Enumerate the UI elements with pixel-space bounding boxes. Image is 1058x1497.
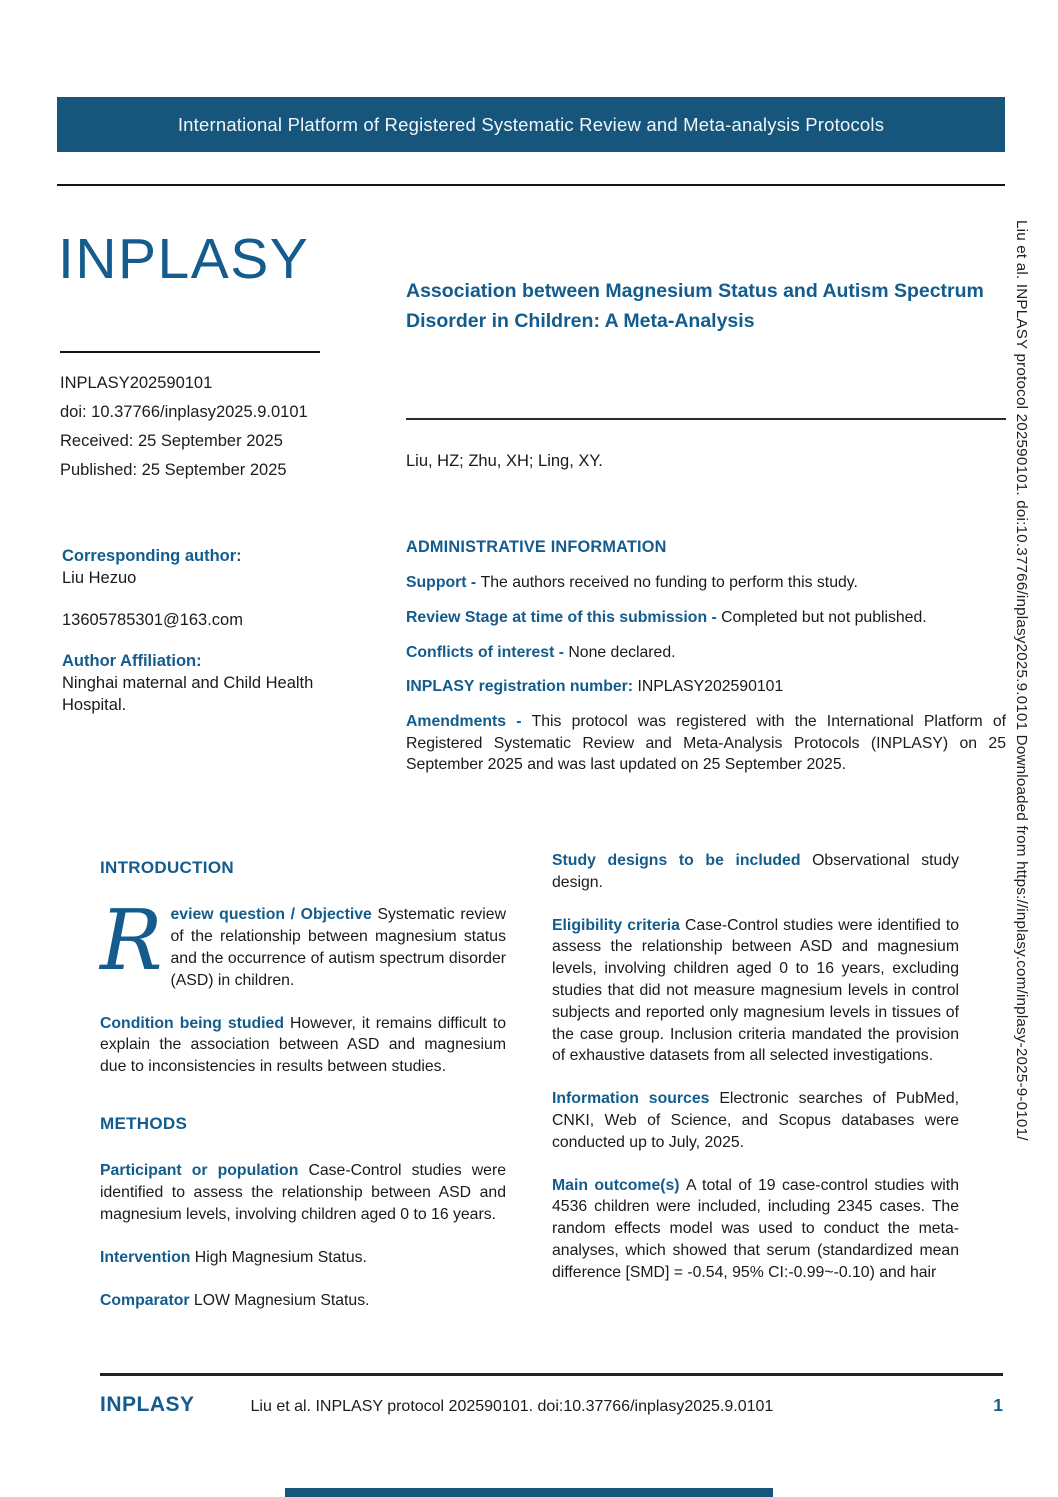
doi: doi: 10.37766/inplasy2025.9.0101 bbox=[60, 403, 308, 421]
comparator-paragraph bbox=[100, 1290, 506, 1312]
spacer bbox=[62, 590, 382, 610]
condition-paragraph bbox=[100, 1013, 506, 1078]
study-designs-label: Study designs to be included bbox=[552, 852, 813, 869]
amendments-label: Amendments - bbox=[406, 712, 532, 730]
corresponding-author-name: Liu Hezuo bbox=[62, 568, 137, 587]
review-objective-paragraph bbox=[100, 892, 506, 991]
footer-citation: Liu et al. INPLASY protocol 202590101. doi:10.37766/inplasy2025.9.0101 bbox=[250, 1398, 774, 1415]
spacer bbox=[62, 631, 382, 651]
drop-cap: R bbox=[100, 892, 163, 990]
bottom-accent-bar bbox=[285, 1488, 773, 1497]
eligibility-label: Eligibility criteria bbox=[552, 916, 686, 934]
main-outcomes-paragraph bbox=[552, 1175, 959, 1284]
condition-label: Condition being studied bbox=[100, 1014, 290, 1032]
review-stage-label: Review Stage at time of this submission - bbox=[406, 608, 722, 626]
corresponding-author-label: Corresponding author: bbox=[62, 547, 242, 565]
registration-number-label: INPLASY registration number: bbox=[406, 678, 638, 696]
logo-divider bbox=[60, 351, 320, 353]
participant-label: Participant or population bbox=[100, 1162, 309, 1180]
support-text: The authors received no funding to perform this study. bbox=[480, 574, 858, 592]
introduction-heading: INTRODUCTION bbox=[100, 858, 234, 877]
affiliation-text: Ninghai maternal and Child Health Hospital. bbox=[62, 674, 314, 714]
review-stage-text: Completed but not published. bbox=[721, 608, 927, 626]
conflicts-text: None declared. bbox=[568, 643, 676, 661]
registration-number-item bbox=[406, 676, 1006, 698]
admin-heading: ADMINISTRATIVE INFORMATION bbox=[406, 538, 667, 556]
condition-text: However, it remains difficult to explain the association between ASD and magnesium due to inconsistencies in results between studies. bbox=[100, 1014, 506, 1076]
participant-paragraph bbox=[100, 1160, 506, 1225]
main-outcomes-label: Main outcome(s) bbox=[552, 1176, 686, 1194]
footer-divider bbox=[100, 1373, 1003, 1376]
information-sources-paragraph bbox=[552, 1088, 959, 1153]
corresponding-author-block bbox=[62, 546, 382, 717]
eligibility-paragraph bbox=[552, 915, 959, 1068]
review-objective-text: Systematic review of the relationship between magnesium status and the occurrence of autism spectrum disorder (ASD) in children. bbox=[170, 906, 506, 989]
information-sources-text: Electronic searches of PubMed, CNKI, Web of Science, and Scopus databases were conducted up to July, 2025. bbox=[552, 1090, 959, 1151]
vertical-citation: Liu et al. INPLASY protocol 202590101. doi:10.37766/inplasy2025.9.0101 Downloaded from https://inplasy.com/inplasy-2025-9-0101/ bbox=[1013, 220, 1030, 1141]
registration-meta bbox=[60, 374, 308, 490]
inplasy-logo: INPLASY bbox=[58, 227, 310, 291]
intervention-paragraph bbox=[100, 1247, 506, 1269]
main-outcomes-text: A total of 19 case-control studies with 4536 children were included, including 2345 cases. The random effects model was used to conduct the meta-analyses, which showed that serum (standardized mean difference [SMD] = -0.54, 95% CI:-0.99~-0.10) and hair bbox=[552, 1176, 959, 1281]
authors-line: Liu, HZ; Zhu, XH; Ling, XY. bbox=[406, 452, 603, 470]
body-left-column bbox=[100, 856, 506, 1332]
participant-text: Case-Control studies were identified to assess the relationship between ASD and magnesium levels, involving children aged 0 to 16 years. bbox=[100, 1162, 506, 1224]
header-divider bbox=[57, 184, 1005, 186]
affiliation-label: Author Affiliation: bbox=[62, 652, 202, 671]
review-objective-label: eview question / Objective bbox=[170, 906, 378, 924]
top-banner bbox=[57, 97, 1005, 152]
study-designs-paragraph bbox=[552, 850, 959, 894]
study-designs-text: Observational study design. bbox=[552, 852, 959, 891]
received-date: Received: 25 September 2025 bbox=[60, 432, 283, 450]
intervention-label: Intervention bbox=[100, 1248, 195, 1266]
review-stage-item bbox=[406, 607, 1006, 629]
footer-logo: INPLASY bbox=[100, 1393, 195, 1416]
corresponding-author-email: 13605785301@163.com bbox=[62, 610, 243, 629]
authors-divider bbox=[406, 418, 1006, 420]
registration-number-text: INPLASY202590101 bbox=[637, 678, 784, 696]
conflicts-item bbox=[406, 642, 1006, 664]
registration-id: INPLASY202590101 bbox=[60, 374, 213, 392]
comparator-label: Comparator bbox=[100, 1291, 194, 1309]
amendments-item bbox=[406, 711, 1006, 776]
published-date: Published: 25 September 2025 bbox=[60, 461, 287, 479]
paper-title: Association between Magnesium Status and Autism Spectrum Disorder in Children: A Meta-Analysis bbox=[406, 280, 984, 333]
comparator-text: LOW Magnesium Status. bbox=[193, 1291, 370, 1309]
support-label: Support - bbox=[406, 574, 481, 592]
page-footer bbox=[100, 1393, 1003, 1417]
body-right-column bbox=[552, 850, 959, 1305]
top-banner-text: International Platform of Registered Systematic Review and Meta-analysis Protocols bbox=[177, 113, 885, 135]
amendments-text: This protocol was registered with the International Platform of Registered Systematic Review and Meta-Analysis Protocols (INPLASY) on 25 September 2025 and was last updated on 25 September 2025. bbox=[406, 712, 1006, 774]
information-sources-label: Information sources bbox=[552, 1090, 720, 1108]
intervention-text: High Magnesium Status. bbox=[194, 1248, 367, 1266]
eligibility-text: Case-Control studies were identified to assess the relationship between ASD and magnesium levels, involving children aged 0 to 16 years, excluding studies that did not measure magnesium levels in control subjects and reported only magnesium levels in tissues of the case group. Inclusion criteria mandated the provision of exhaustive datasets from all selected investigations. bbox=[552, 916, 959, 1065]
page-number: 1 bbox=[993, 1395, 1003, 1415]
support-item bbox=[406, 572, 1006, 594]
methods-heading: METHODS bbox=[100, 1114, 188, 1134]
administrative-information bbox=[406, 536, 1006, 789]
conflicts-label: Conflicts of interest - bbox=[406, 643, 569, 661]
